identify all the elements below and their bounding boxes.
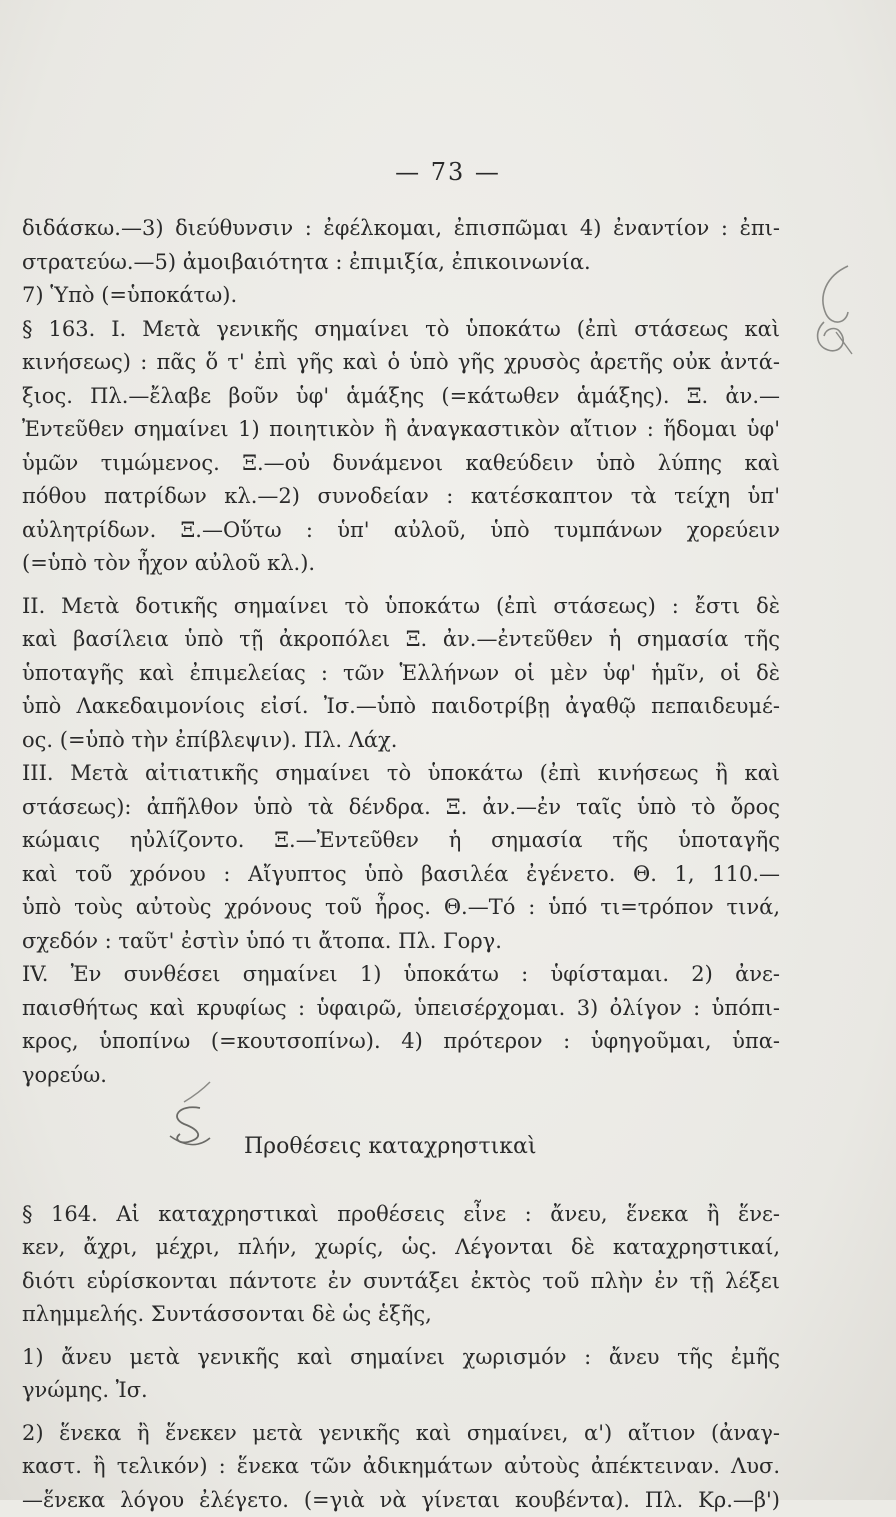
text-line: IV. Ἐν συνθέσει σημαίνει 1) ὑποκάτω : ὑφίσταμαι. 2) ἀνε-: [22, 958, 780, 992]
text-line: III. Μετὰ αἰτιατικῆς σημαίνει τὸ ὑποκάτω (ἐπὶ κινήσεως ἢ καὶ: [22, 757, 780, 791]
text-line: πόθου πατρίδων κλ.—2) συνοδείαν : κατέσκαπτον τὰ τείχη ὑπ': [22, 480, 780, 514]
text-line: ος. (=ὑπὸ τὴν ἐπίβλεψιν). Πλ. Λάχ.: [22, 724, 780, 758]
text-line: ὑμῶν τιμώμενος. Ξ.—οὐ δυνάμενοι καθεύδειν ὑπὸ λύπης καὶ: [22, 447, 780, 481]
text-line: 7) Ὑπὸ (=ὑποκάτω).: [22, 279, 780, 313]
section-heading: Προθέσεις καταχρηστικαὶ: [22, 1130, 780, 1164]
text-line: καὶ βασίλεια ὑπὸ τῇ ἀκροπόλει Ξ. ἀν.—ἐντεῦθεν ἡ σημασία τῆς: [22, 623, 780, 657]
body-text: [22, 212, 780, 1517]
text-line: ξιος. Πλ.—ἔλαβε βοῦν ὑφ' ἁμάξης (=κάτωθεν ἁμάξης). Ξ. ἀν.—: [22, 380, 780, 414]
text-line: γορεύω.: [22, 1059, 780, 1093]
text-line: καὶ τοῦ χρόνου : Αἴγυπτος ὑπὸ βασιλέα ἐγένετο. Θ. 1, 110.—: [22, 858, 780, 892]
text-line: κώμαις ηὐλίζοντο. Ξ.—Ἐντεῦθεν ἡ σημασία τῆς ὑποταγῆς: [22, 824, 780, 858]
text-line: καστ. ἢ τελικόν) : ἕνεκα τῶν ἀδικημάτων αὐτοὺς ἀπέκτειναν. Λυσ.: [22, 1450, 780, 1484]
text-line: κινήσεως) : πᾶς ὅ τ' ἐπὶ γῆς καὶ ὁ ὑπὸ γῆς χρυσὸς ἀρετῆς οὐκ ἀντά-: [22, 346, 780, 380]
text-line: ὑπὸ Λακεδαιμονίοις εἰσί. Ἰσ.—ὑπὸ παιδοτρίβῃ ἀγαθῷ πεπαιδευμέ-: [22, 690, 780, 724]
handwritten-margin-mark: [796, 262, 866, 362]
text-line: κρος, ὑποπίνω (=κουτσοπίνω). 4) πρότερον : ὑφηγοῦμαι, ὑπα-: [22, 1025, 780, 1059]
text-line: —ἕνεκα λόγου ἐλέγετο. (=γιὰ νὰ γίνεται κουβέντα). Πλ. Κρ.—β'): [22, 1484, 780, 1517]
page-number: — 73 —: [0, 158, 896, 186]
text-line: § 163. I. Μετὰ γενικῆς σημαίνει τὸ ὑποκάτω (ἐπὶ στάσεως καὶ: [22, 313, 780, 347]
text-line: σχεδόν : ταῦτ' ἐστὶν ὑπό τι ἄτοπα. Πλ. Γοργ.: [22, 925, 780, 959]
text-line: στρατεύω.—5) ἀμοιβαιότητα : ἐπιμιξία, ἐπικοινωνία.: [22, 246, 780, 280]
text-line: (=ὑπὸ τὸν ἦχον αὐλοῦ κλ.).: [22, 547, 780, 581]
text-line: II. Μετὰ δοτικῆς σημαίνει τὸ ὑποκάτω (ἐπὶ στάσεως) : ἔστι δὲ: [22, 590, 780, 624]
text-line: 1) ἄνευ μετὰ γενικῆς καὶ σημαίνει χωρισμόν : ἄνευ τῆς ἐμῆς: [22, 1341, 780, 1375]
text-line: παισθήτως καὶ κρυφίως : ὑφαιρῶ, ὑπεισέρχομαι. 3) ὀλίγον : ὑπόπι-: [22, 992, 780, 1026]
text-line: κεν, ἄχρι, μέχρι, πλήν, χωρίς, ὡς. Λέγονται δὲ καταχρηστικαί,: [22, 1231, 780, 1265]
text-line: πλημμελής. Συντάσσονται δὲ ὡς ἑξῆς,: [22, 1298, 780, 1332]
text-line: ὑπὸ τοὺς αὐτοὺς χρόνους τοῦ ἦρος. Θ.—Τό : ὑπό τι=τρόπον τινά,: [22, 891, 780, 925]
text-line: διδάσκω.—3) διεύθυνσιν : ἐφέλκομαι, ἐπισπῶμαι 4) ἐναντίον : ἐπι-: [22, 212, 780, 246]
text-line: Ἐντεῦθεν σημαίνει 1) ποιητικὸν ἢ ἀναγκαστικὸν αἴτιον : ἥδομαι ὑφ': [22, 413, 780, 447]
text-line: στάσεως): ἀπῆλθον ὑπὸ τὰ δένδρα. Ξ. ἀν.—ἐν ταῖς ὑπὸ τὸ ὄρος: [22, 791, 780, 825]
text-line: ὑποταγῆς καὶ ἐπιμελείας : τῶν Ἑλλήνων οἱ μὲν ὑφ' ἡμῖν, οἱ δὲ: [22, 657, 780, 691]
text-line: 2) ἕνεκα ἢ ἕνεκεν μετὰ γενικῆς καὶ σημαίνει, α') αἴτιον (ἀναγ-: [22, 1417, 780, 1451]
text-line: γνώμης. Ἰσ.: [22, 1374, 780, 1408]
text-line: διότι εὑρίσκονται πάντοτε ἐν συντάξει ἐκτὸς τοῦ πλὴν ἐν τῇ λέξει: [22, 1265, 780, 1299]
text-line: αὐλητρίδων. Ξ.—Οὕτω : ὑπ' αὐλοῦ, ὑπὸ τυμπάνων χορεύειν: [22, 514, 780, 548]
text-line: § 164. Αἱ καταχρηστικαὶ προθέσεις εἶνε : ἄνευ, ἕνεκα ἢ ἕνε-: [22, 1198, 780, 1232]
